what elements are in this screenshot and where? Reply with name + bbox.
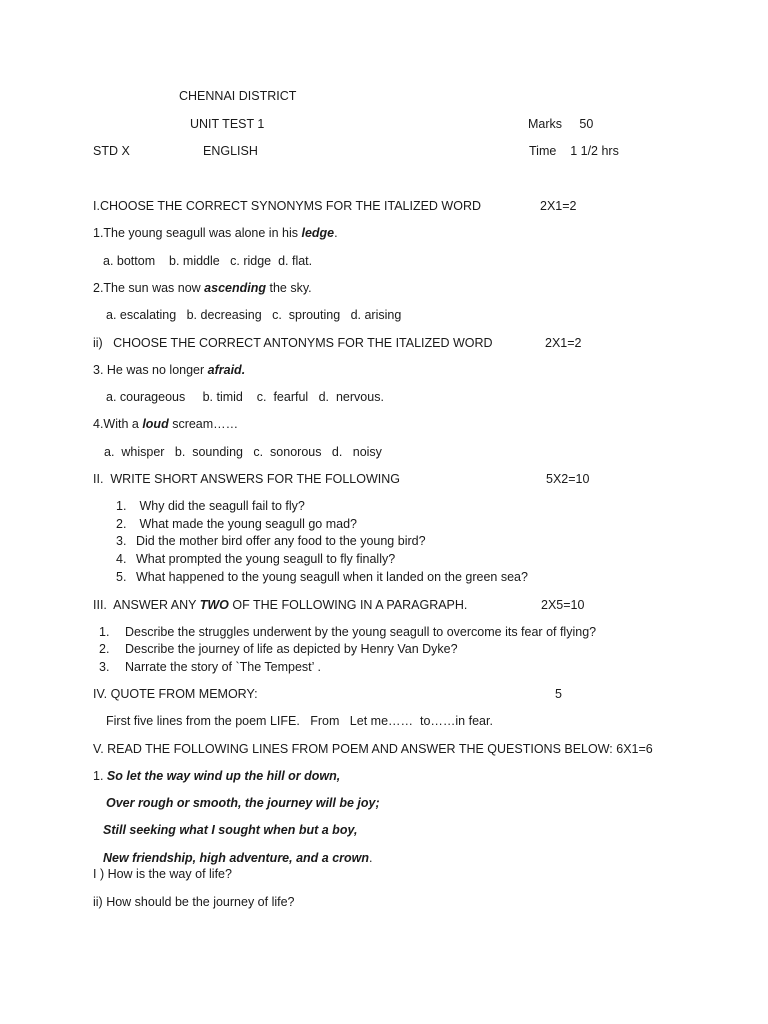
quote-instruction: First five lines from the poem LIFE. From Let me…… to……in fear. (106, 714, 493, 728)
marks-label: Marks 50 (528, 117, 594, 131)
subject-label: ENGLISH (203, 144, 258, 158)
test-title: UNIT TEST 1 (190, 117, 265, 131)
section-paragraph-marks: 2X5=10 (541, 598, 585, 612)
poem-line: Over rough or smooth, the journey will be joy; (106, 796, 380, 810)
list-item: 2. What made the young seagull go mad? (116, 517, 357, 531)
poem-line: 1. So let the way wind up the hill or down, (93, 769, 341, 783)
question-text: 3. He was no longer (93, 363, 208, 377)
section-short-answers-marks: 5X2=10 (546, 472, 590, 486)
section-quote-heading: IV. QUOTE FROM MEMORY: (93, 687, 258, 701)
list-item: 4. What prompted the young seagull to fly finally? (116, 552, 396, 566)
question-3 (93, 362, 245, 378)
poem-line: Still seeking what I sought when but a boy, (103, 823, 358, 837)
list-item: 3. Narrate the story of `The Tempest’ . (99, 660, 321, 674)
section-antonyms-heading: ii) CHOOSE THE CORRECT ANTONYMS FOR THE ITALIZED WORD (93, 336, 493, 350)
section-antonyms-marks: 2X1=2 (545, 336, 582, 350)
question-2 (93, 280, 312, 296)
italic-word: TWO (199, 598, 229, 612)
section-quote-marks: 5 (555, 687, 562, 701)
question-4-options: a. whisper b. sounding c. sonorous d. noisy (104, 445, 382, 459)
question-text-end: scream…… (168, 417, 239, 431)
question-2-options: a. escalating b. decreasing c. sprouting d. arising (106, 308, 402, 322)
italic-word: loud (142, 417, 169, 431)
list-item: 1. Describe the struggles underwent by the young seagull to overcome its fear of flying? (99, 625, 597, 639)
question-text-end: . (334, 226, 338, 240)
district-title: CHENNAI DISTRICT (179, 89, 297, 103)
italic-word: ascending (204, 281, 266, 295)
list-item: 5. What happened to the young seagull when it landed on the green sea? (116, 570, 528, 584)
question-text: 2.The sun was now (93, 281, 205, 295)
question-4 (93, 416, 238, 432)
list-item: 2. Describe the journey of life as depicted by Henry Van Dyke? (99, 642, 458, 656)
time-label: Time 1 1/2 hrs (529, 144, 619, 158)
section-short-answers-heading: II. WRITE SHORT ANSWERS FOR THE FOLLOWING (93, 472, 400, 486)
question-3-options: a. courageous b. timid c. fearful d. nervous. (106, 390, 384, 404)
std-label: STD X (93, 144, 130, 158)
poem-question: ii) How should be the journey of life? (93, 895, 295, 909)
list-item: 1. Why did the seagull fail to fly? (116, 499, 305, 513)
poem-line: New friendship, high adventure, and a crown. (103, 851, 373, 865)
poem-question: I ) How is the way of life? (93, 867, 232, 881)
question-1 (93, 225, 338, 241)
section-poem-heading: V. READ THE FOLLOWING LINES FROM POEM AND ANSWER THE QUESTIONS BELOW: 6X1=6 (93, 742, 653, 756)
question-text: 1.The young seagull was alone in his (93, 226, 302, 240)
question-text-end: the sky. (266, 281, 312, 295)
question-text: 4.With a (93, 417, 143, 431)
section-synonyms-marks: 2X1=2 (540, 199, 577, 213)
section-synonyms-heading: I.CHOOSE THE CORRECT SYNONYMS FOR THE ITALIZED WORD (93, 199, 482, 213)
section-paragraph-heading: III. ANSWER ANY TWO OF THE FOLLOWING IN A PARAGRAPH. (93, 598, 468, 612)
question-1-options: a. bottom b. middle c. ridge d. flat. (103, 254, 313, 268)
list-item: 3. Did the mother bird offer any food to the young bird? (116, 534, 426, 548)
italic-word: ledge (301, 226, 335, 240)
italic-word: afraid. (207, 363, 246, 377)
